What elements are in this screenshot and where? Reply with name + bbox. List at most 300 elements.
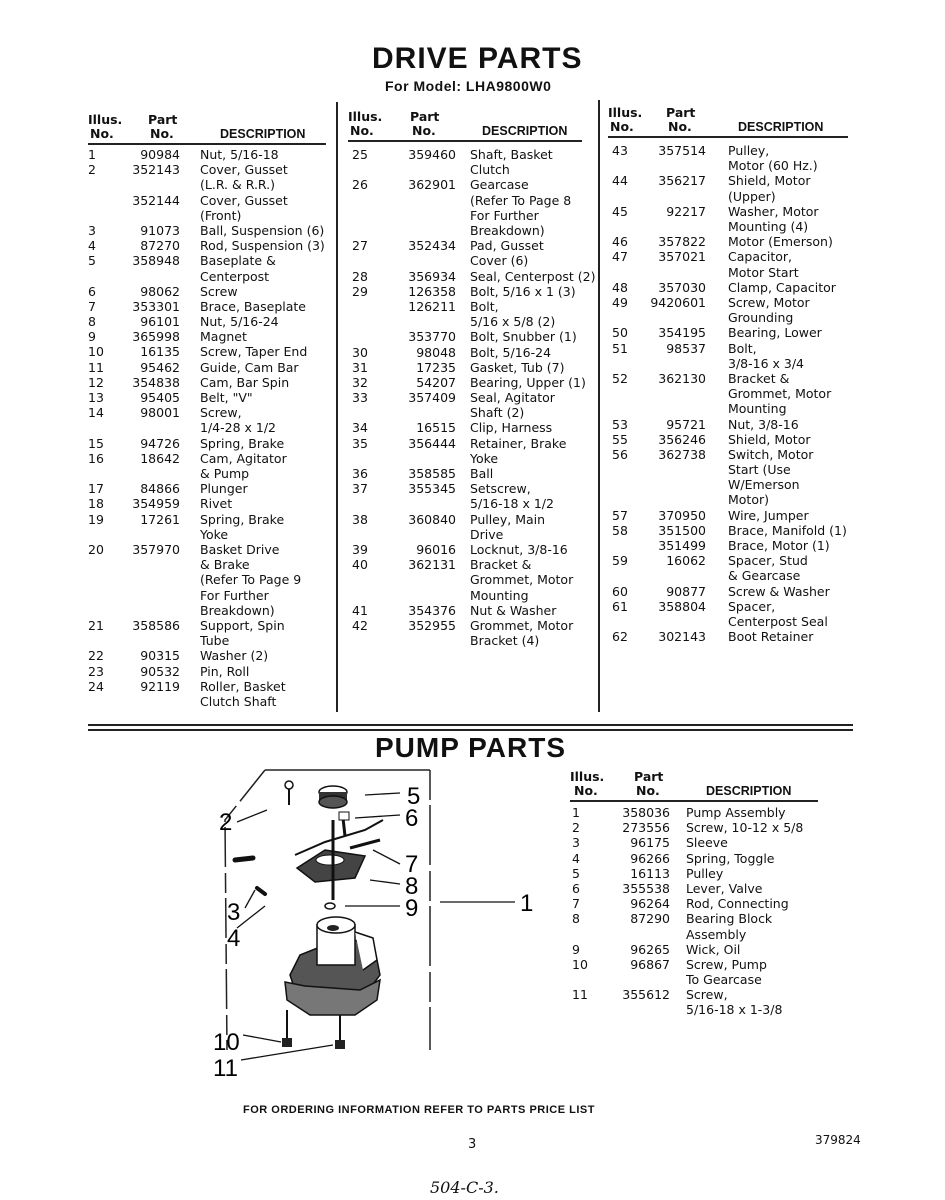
illus-number: 35 (352, 435, 368, 451)
table-row (88, 405, 328, 435)
header-illus-no: No. (350, 123, 374, 138)
pump-body-part (285, 917, 380, 1015)
part-number: 362130 (658, 370, 706, 386)
header-illus: Illus. (608, 105, 643, 120)
part-description: Pin, Roll (200, 663, 250, 679)
part-description: 3/8-16 x 3/4 (728, 355, 804, 371)
part-number: 95405 (140, 390, 180, 406)
part-description: Nut, 3/8-16 (728, 416, 799, 432)
illus-number: 28 (352, 268, 368, 284)
callout-8: 8 (405, 873, 419, 900)
part-number: 16113 (630, 865, 670, 881)
table-row (612, 234, 852, 249)
part-description: Mounting (470, 587, 529, 603)
pump-exploded-diagram (205, 760, 545, 1090)
part-description: (Front) (200, 207, 242, 223)
part-description: Grommet, Motor (470, 618, 574, 633)
illus-number: 61 (612, 598, 628, 614)
part-description: 5/16-18 x 1/2 (470, 496, 554, 512)
illus-number: 20 (88, 541, 104, 557)
part-description: Basket Drive (200, 541, 280, 557)
part-description: Screw, (686, 987, 728, 1003)
table-row (612, 341, 852, 371)
illus-number: 6 (88, 283, 96, 299)
header-part: Part (666, 105, 696, 120)
section-divider (88, 724, 853, 726)
part-description: Screw, (200, 405, 242, 421)
illus-number: 24 (88, 678, 104, 694)
table-row (612, 508, 852, 523)
part-description: Rod, Suspension (3) (200, 238, 325, 254)
part-number: 90315 (140, 648, 180, 664)
illus-number: 5 (572, 865, 580, 881)
col2-header (348, 110, 588, 140)
part-number: 96264 (630, 896, 670, 912)
illus-number: 31 (352, 359, 368, 375)
illus-number: 29 (352, 283, 368, 299)
table-row (352, 390, 592, 420)
part-number: 98062 (140, 283, 180, 299)
part-number: 16515 (416, 420, 456, 436)
illus-number: 57 (612, 507, 628, 523)
illus-number: 16 (88, 450, 104, 466)
callout-10: 10 (213, 1029, 240, 1056)
header-part-no: No. (668, 119, 692, 134)
part-description: Bolt, (470, 298, 499, 314)
table-row (352, 375, 592, 390)
part-number: 356444 (408, 435, 456, 451)
table-row (612, 584, 852, 599)
part-description: Gasket, Tub (7) (470, 359, 565, 375)
callout-6: 6 (405, 805, 419, 832)
illus-number: 12 (88, 374, 104, 390)
table-row (612, 325, 852, 340)
part-description: Roller, Basket (200, 678, 286, 694)
column-divider (598, 100, 600, 712)
part-description: Grounding (728, 310, 794, 326)
part-number: 351499 (658, 538, 706, 554)
part-description: Wire, Jumper (728, 507, 809, 523)
part-description: For Further (200, 587, 269, 603)
illus-number: 37 (352, 481, 368, 497)
pulley-part (319, 786, 347, 808)
header-illus-no: No. (90, 126, 114, 141)
illus-number: 56 (612, 446, 628, 462)
illus-number: 7 (88, 298, 96, 314)
table-row (88, 542, 328, 618)
table-row (88, 679, 328, 709)
part-number: 354376 (408, 602, 456, 618)
ordering-note: FOR ORDERING INFORMATION REFER TO PARTS PRICE LIST (243, 1104, 595, 1116)
part-number: 16135 (140, 344, 180, 360)
part-number: 354959 (132, 496, 180, 512)
part-number: 273556 (622, 820, 670, 836)
table-row (572, 851, 822, 866)
part-description: Belt, "V" (200, 390, 253, 406)
callout-5: 5 (407, 783, 421, 810)
part-number: 92119 (140, 678, 180, 694)
pump-parts-title: PUMP PARTS (375, 732, 566, 763)
part-number: 352434 (408, 238, 456, 254)
part-number: 90877 (666, 583, 706, 599)
illus-number: 41 (352, 602, 368, 618)
part-number: 358804 (658, 598, 706, 614)
part-description: Plunger (200, 481, 248, 497)
illus-number: 13 (88, 390, 104, 406)
part-number: 362901 (408, 177, 456, 193)
illus-number: 47 (612, 249, 628, 265)
table-row (352, 481, 592, 511)
part-description: (Refer To Page 8 (470, 192, 572, 208)
part-number: 352144 (132, 192, 180, 208)
illus-number: 22 (88, 648, 104, 664)
part-description: Shaft, Basket (470, 147, 553, 162)
table-row (352, 299, 592, 329)
header-rule (348, 140, 582, 142)
table-row (352, 557, 592, 603)
part-description: Assembly (686, 926, 747, 942)
callout-7: 7 (405, 851, 419, 878)
part-description: Capacitor, (728, 249, 792, 265)
illus-number: 60 (612, 583, 628, 599)
table-row (612, 447, 852, 508)
part-number: 87270 (140, 238, 180, 254)
illus-number: 59 (612, 553, 628, 569)
table-row (88, 360, 328, 375)
part-description: Spring, Toggle (686, 850, 775, 866)
header-part: Part (148, 112, 178, 127)
illus-number: 2 (572, 820, 580, 836)
part-description: Start (Use (728, 462, 791, 478)
table-row (572, 866, 822, 881)
illus-number: 53 (612, 416, 628, 432)
pump-header (570, 770, 830, 800)
header-part-no: No. (150, 126, 174, 141)
col1-header (88, 113, 328, 143)
part-description: Spacer, (728, 598, 776, 614)
part-description: Grommet, Motor (470, 572, 574, 588)
illus-number: 43 (612, 143, 628, 158)
part-number: 96266 (630, 850, 670, 866)
part-description: Guide, Cam Bar (200, 359, 299, 375)
oil-wick-part (325, 903, 335, 909)
table-row (88, 512, 328, 542)
table-row (352, 345, 592, 360)
column-divider (336, 102, 338, 712)
part-number: 362131 (408, 557, 456, 573)
table-row (612, 371, 852, 417)
sleeve-part (235, 858, 253, 860)
part-number: 356217 (658, 173, 706, 189)
header-illus-no: No. (610, 119, 634, 134)
header-illus: Illus. (570, 769, 605, 784)
part-description: Switch, Motor (728, 446, 814, 462)
part-description: Bolt, Snubber (1) (470, 329, 577, 345)
part-number: 352955 (408, 618, 456, 633)
illus-number: 50 (612, 325, 628, 341)
part-number: 362738 (658, 446, 706, 462)
illus-number: 6 (572, 880, 580, 896)
part-number: 98001 (140, 405, 180, 421)
part-number: 354195 (658, 325, 706, 341)
illus-number: 10 (572, 956, 588, 972)
part-number: 95462 (140, 359, 180, 375)
part-number: 351500 (658, 522, 706, 538)
table-row (352, 466, 592, 481)
header-rule (570, 800, 818, 802)
header-illus-no: No. (574, 783, 598, 798)
table-row (352, 177, 592, 238)
part-description: Clip, Harness (470, 420, 553, 436)
part-description: (Refer To Page 9 (200, 572, 302, 588)
part-description: Shield, Motor (728, 431, 811, 447)
toggle-spring-part (257, 888, 265, 894)
part-description: & Brake (200, 557, 250, 573)
callout-4: 4 (227, 925, 241, 952)
page-number: 3 (468, 1137, 477, 1152)
callout-3: 3 (227, 899, 241, 926)
part-number: 358586 (132, 617, 180, 633)
part-description: Sleeve (686, 835, 728, 851)
table-row (88, 329, 328, 344)
part-number: 96175 (630, 835, 670, 851)
part-description: Spring, Brake (200, 435, 285, 451)
header-description: DESCRIPTION (738, 120, 824, 134)
table-row (88, 238, 328, 253)
part-number: 356934 (408, 268, 456, 284)
illus-number: 21 (88, 617, 104, 633)
part-description: Mounting (728, 401, 787, 417)
part-number: 359460 (408, 147, 456, 162)
illus-number: 1 (88, 147, 96, 162)
table-row (572, 957, 822, 987)
illus-number: 62 (612, 629, 628, 645)
illus-number: 32 (352, 374, 368, 390)
part-number: 360840 (408, 511, 456, 527)
part-description: Tube (200, 633, 230, 649)
part-description: Bracket & (728, 370, 790, 386)
handwritten-note: 504-C-3. (430, 1178, 499, 1197)
part-number: 96101 (140, 314, 180, 330)
part-number: 358585 (408, 466, 456, 482)
part-description: Motor) (728, 492, 769, 508)
part-description: Seal, Centerpost (2) (470, 268, 596, 284)
section-divider (88, 729, 853, 731)
illus-number: 9 (572, 941, 580, 957)
drive-parts-table-col2 (352, 147, 596, 649)
callout-1: 1 (520, 890, 534, 917)
table-row (88, 436, 328, 451)
part-description: Cam, Bar Spin (200, 374, 290, 390)
part-description: Yoke (470, 450, 499, 466)
part-description: Brace, Manifold (1) (728, 522, 847, 538)
table-row (352, 512, 592, 542)
illus-number: 33 (352, 390, 368, 406)
part-description: & Gearcase (728, 568, 801, 584)
header-part: Part (410, 109, 440, 124)
table-row (88, 648, 328, 663)
part-description: Bracket & (470, 557, 532, 573)
illus-number: 10 (88, 344, 104, 360)
header-description: DESCRIPTION (220, 127, 306, 141)
illus-number: 4 (572, 850, 580, 866)
table-row (352, 618, 592, 648)
table-row (572, 896, 822, 911)
part-description: Seal, Agitator (470, 390, 555, 406)
table-row (572, 911, 822, 941)
part-number: 126358 (408, 283, 456, 299)
part-description: Support, Spin (200, 617, 285, 633)
drive-parts-title: DRIVE PARTS (372, 42, 583, 75)
illus-number: 19 (88, 511, 104, 527)
part-description: Setscrew, (470, 481, 531, 497)
part-description: Shaft (2) (470, 405, 525, 421)
illus-number: 30 (352, 344, 368, 360)
illus-number: 1 (572, 805, 580, 820)
table-row (352, 360, 592, 375)
illus-number: 51 (612, 340, 628, 356)
part-number: 92217 (666, 203, 706, 219)
illus-number: 5 (88, 253, 96, 269)
part-description: Cover, Gusset (200, 192, 288, 208)
part-description: Pad, Gusset (470, 238, 544, 254)
part-description: Retainer, Brake (470, 435, 567, 451)
document-code: 379824 (815, 1133, 861, 1147)
part-number: 90984 (140, 147, 180, 162)
col3-header (608, 106, 848, 136)
table-row (612, 143, 852, 173)
table-row (612, 553, 852, 583)
part-description: Nut, 5/16-24 (200, 314, 279, 330)
illus-number: 23 (88, 663, 104, 679)
table-row (612, 538, 852, 553)
part-description: Spacer, Stud (728, 553, 808, 569)
part-number: 98537 (666, 340, 706, 356)
part-description: Rivet (200, 496, 233, 512)
table-row (88, 375, 328, 390)
part-description: Wick, Oil (686, 941, 741, 957)
part-description: 5/16-18 x 1-3/8 (686, 1002, 783, 1018)
part-description: Brace, Motor (1) (728, 538, 830, 554)
illus-number: 39 (352, 542, 368, 558)
part-description: Gearcase (470, 177, 529, 193)
part-description: Clutch (470, 162, 510, 178)
part-description: Bearing, Lower (728, 325, 822, 341)
part-description: (L.R. & R.R.) (200, 177, 276, 193)
header-illus: Illus. (348, 109, 383, 124)
part-description: Screw, Motor (728, 294, 810, 310)
callout-9: 9 (405, 895, 419, 922)
table-row (612, 249, 852, 279)
part-description: Ball (470, 466, 494, 482)
header-part-no: No. (412, 123, 436, 138)
callout-2: 2 (219, 809, 233, 836)
part-description: (Upper) (728, 188, 776, 204)
table-row (88, 193, 328, 223)
part-number: 96867 (630, 956, 670, 972)
bearing-block-part (297, 820, 365, 900)
screw-part (285, 781, 293, 805)
part-description: Screw & Washer (728, 583, 830, 599)
callout-11: 11 (213, 1055, 238, 1082)
part-number: 96265 (630, 941, 670, 957)
table-row (88, 496, 328, 511)
part-description: Mounting (4) (728, 218, 809, 234)
part-number: 126211 (408, 298, 456, 314)
part-number: 96016 (416, 542, 456, 558)
part-number: 17261 (140, 511, 180, 527)
part-description: Screw, Pump (686, 956, 767, 972)
part-description: Drive (470, 526, 504, 542)
part-number: 18642 (140, 450, 180, 466)
illus-number: 18 (88, 496, 104, 512)
part-description: Clutch Shaft (200, 693, 277, 709)
part-description: Brace, Baseplate (200, 298, 306, 314)
part-description: 5/16 x 5/8 (2) (470, 314, 556, 330)
pump-parts-table (572, 805, 822, 1018)
table-row (612, 417, 852, 432)
illus-number: 26 (352, 177, 368, 193)
illus-number: 40 (352, 557, 368, 573)
part-description: Bolt, 5/16 x 1 (3) (470, 283, 576, 299)
part-description: Breakdown) (200, 602, 275, 618)
table-row (612, 280, 852, 295)
header-part: Part (634, 769, 664, 784)
table-row (352, 147, 592, 177)
illus-number: 34 (352, 420, 368, 436)
part-number: 365998 (132, 329, 180, 345)
part-description: Screw (200, 283, 238, 299)
part-number: 358948 (132, 253, 180, 269)
table-row (88, 618, 328, 648)
part-number: 16062 (666, 553, 706, 569)
part-description: To Gearcase (686, 972, 762, 988)
illus-number: 55 (612, 431, 628, 447)
part-number: 353770 (408, 329, 456, 345)
illus-number: 9 (88, 329, 96, 345)
header-illus: Illus. (88, 112, 123, 127)
table-row (88, 390, 328, 405)
part-description: Washer, Motor (728, 203, 819, 219)
part-description: Clamp, Capacitor (728, 279, 836, 295)
table-row (352, 603, 592, 618)
table-row (572, 987, 822, 1017)
part-description: Cover (6) (470, 253, 529, 269)
illus-number: 36 (352, 466, 368, 482)
part-description: Cover, Gusset (200, 162, 288, 178)
part-description: Baseplate & (200, 253, 276, 269)
model-subtitle: For Model: LHA9800W0 (385, 78, 552, 94)
illus-number: 42 (352, 618, 368, 633)
table-row (88, 664, 328, 679)
part-number: 357021 (658, 249, 706, 265)
part-number: 357514 (658, 143, 706, 158)
table-row (88, 481, 328, 496)
table-row (88, 299, 328, 314)
part-description: Motor (60 Hz.) (728, 158, 818, 174)
drive-parts-table-col1 (88, 147, 328, 709)
illus-number: 2 (88, 162, 96, 178)
part-description: Screw, Taper End (200, 344, 308, 360)
illus-number: 3 (88, 222, 96, 238)
table-row (352, 542, 592, 557)
illus-number: 15 (88, 435, 104, 451)
part-description: Bracket (4) (470, 633, 540, 649)
part-number: 356246 (658, 431, 706, 447)
illus-number: 25 (352, 147, 368, 162)
part-number: 98048 (416, 344, 456, 360)
illus-number: 11 (88, 359, 104, 375)
